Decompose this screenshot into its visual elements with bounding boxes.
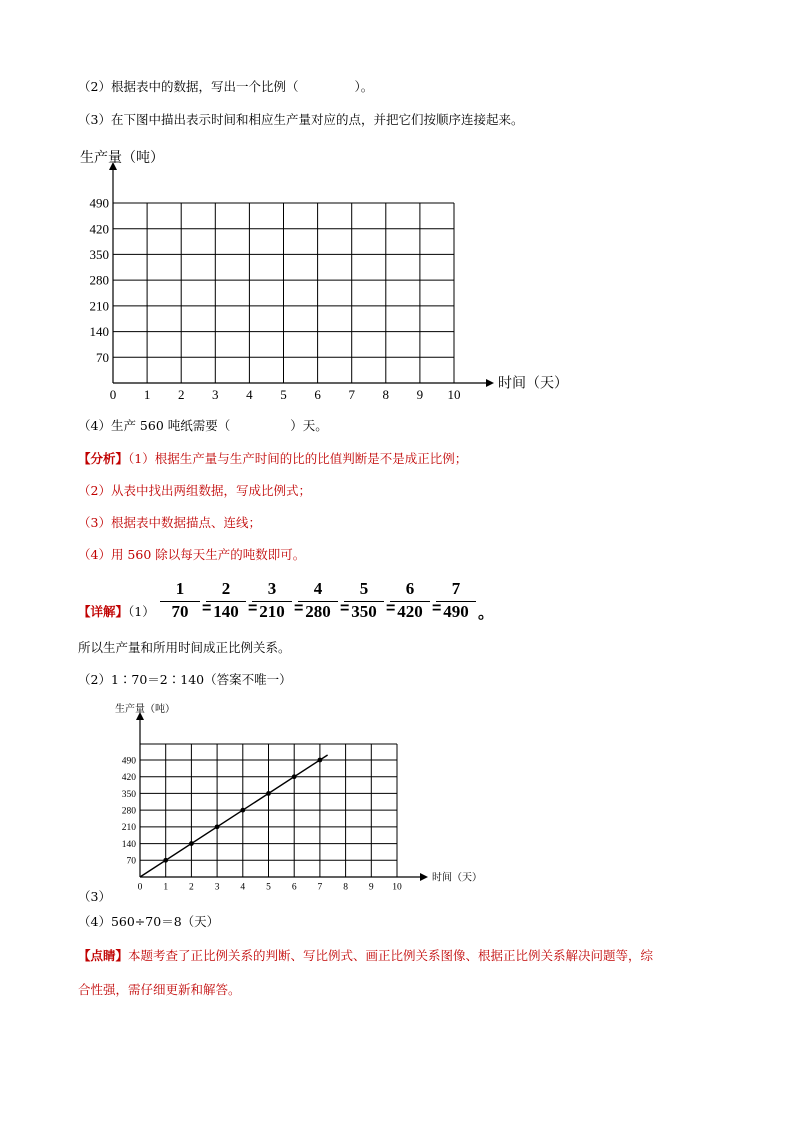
fraction-numerator: 5 [359, 579, 369, 598]
y-tick-label: 420 [121, 773, 136, 784]
x-axis-arrow [420, 873, 428, 881]
x-tick-label: 1 [163, 882, 169, 893]
detail-prefix [78, 604, 155, 620]
fraction-denominator: 350 [344, 601, 384, 622]
x-tick-label: 7 [348, 387, 355, 400]
data-point [318, 758, 323, 763]
x-tick-label: 8 [343, 882, 348, 893]
comment-text-1: 本题考查了正比例关系的判断、写比例式、画正比例关系图像、根据正比例关系解决问题等，综 [128, 948, 654, 963]
x-tick-label: 0 [137, 882, 143, 893]
detail-answer-3: （3） [78, 889, 111, 904]
fraction-numerator: 6 [405, 579, 415, 598]
comment-tag: 【点睛】 [78, 948, 129, 963]
y-tick-label: 350 [89, 246, 109, 262]
detail-part1: （1） [128, 604, 155, 619]
fraction-denominator: 140 [206, 601, 246, 622]
y-tick-label: 140 [89, 324, 109, 340]
x-tick-label: 5 [280, 387, 287, 400]
x-tick-label: 8 [382, 387, 390, 400]
fraction-denominator: 490 [436, 601, 476, 622]
detail-answer-4: （4）560÷70＝8（天） [78, 914, 220, 929]
equals-sign: = [202, 600, 212, 617]
data-point [266, 791, 271, 796]
y-tick-label: 420 [89, 221, 109, 237]
fraction-denominator: 70 [160, 601, 200, 622]
fraction-numerator: 3 [267, 579, 277, 598]
analysis-line-2: （2）从表中找出两组数据，写成比例式； [78, 483, 311, 498]
y-tick-label: 210 [89, 298, 109, 314]
x-tick-label: 9 [368, 882, 374, 893]
x-tick-label: 7 [317, 882, 323, 893]
y-tick-label: 210 [121, 823, 136, 834]
x-tick-label: 3 [212, 387, 219, 400]
fraction [206, 579, 246, 622]
x-tick-label: 2 [189, 882, 194, 893]
fraction-numerator: 1 [175, 579, 185, 598]
x-axis-title: 时间（天） [498, 376, 568, 392]
analysis-line-4: （4）用 560 除以每天生产的吨数即可。 [78, 547, 306, 562]
fraction [390, 579, 430, 622]
detail-answer-2: （2）1∶70＝2∶140（答案不唯一） [78, 672, 292, 687]
comment-line-1 [78, 948, 653, 964]
y-axis-title: 生产量（吨） [80, 151, 164, 166]
x-axis-arrow [486, 379, 494, 387]
y-tick-label: 490 [121, 756, 136, 767]
y-axis-title: 生产量（吨） [115, 704, 175, 715]
fraction [298, 579, 338, 622]
x-tick-label: 2 [177, 387, 185, 400]
x-tick-label: 4 [240, 882, 246, 893]
x-tick-label: 0 [109, 387, 117, 400]
fraction [436, 579, 476, 622]
y-tick-label: 280 [121, 806, 136, 817]
detail-tag: 【详解】 [78, 604, 129, 619]
equals-sign: = [248, 600, 258, 617]
data-point [215, 824, 220, 829]
x-tick-label: 3 [214, 882, 220, 893]
question-4-close: ）天。 [290, 418, 328, 433]
fraction [252, 579, 292, 622]
question-2-close: ）。 [354, 79, 374, 94]
x-tick-label: 9 [416, 387, 424, 400]
equals-sign: = [294, 600, 304, 617]
x-tick-label: 5 [266, 882, 271, 893]
analysis-tag: 【分析】 [78, 451, 129, 466]
data-point [189, 841, 194, 846]
fraction-numerator: 7 [451, 579, 461, 598]
x-tick-label: 4 [246, 387, 253, 400]
question-3: （3）在下图中描出表示时间和相应生产量对应的点，并把它们按顺序连接起来。 [78, 112, 524, 127]
question-4 [78, 418, 328, 434]
data-point [292, 774, 297, 779]
x-tick-label: 6 [314, 387, 321, 400]
y-tick-label: 280 [89, 272, 109, 288]
analysis-line-3: （3）根据表中数据描点、连线； [78, 515, 261, 530]
series-line [140, 755, 328, 877]
equals-sign: = [386, 600, 396, 617]
y-tick-label: 140 [121, 839, 136, 850]
fraction-denominator: 280 [298, 601, 338, 622]
question-4-text: （4）生产 560 吨纸需要（ [78, 418, 231, 433]
data-point [163, 858, 168, 863]
question-2-text: （2）根据表中的数据，写出一个比例（ [78, 79, 299, 94]
x-tick-label: 1 [143, 387, 151, 400]
analysis-line-1 [78, 451, 467, 467]
y-tick-label: 70 [96, 349, 109, 365]
y-tick-label: 350 [121, 789, 136, 800]
analysis-text-1: （1）根据生产量与生产时间的比的比值判断是不是成正比例； [128, 451, 468, 466]
fraction-numerator: 4 [313, 579, 323, 598]
fraction-denominator: 420 [390, 601, 430, 622]
x-tick-label: 10 [392, 882, 402, 893]
fraction [344, 579, 384, 622]
y-tick-label: 70 [126, 856, 136, 867]
equals-sign: = [432, 600, 442, 617]
question-2 [78, 79, 373, 95]
fraction [160, 579, 200, 622]
end-mark: 。 [478, 605, 495, 622]
data-point [240, 808, 245, 813]
comment-line-2: 合性强，需仔细更新和解答。 [78, 982, 241, 997]
equals-sign: = [340, 600, 350, 617]
x-axis-title: 时间（天） [432, 872, 482, 884]
x-tick-label: 10 [447, 387, 461, 400]
fraction-denominator: 210 [252, 601, 292, 622]
detail-conclusion: 所以生产量和所用时间成正比例关系。 [78, 640, 291, 655]
answer-line-chart [0, 698, 520, 893]
fraction-numerator: 2 [221, 579, 231, 598]
x-tick-label: 6 [291, 882, 297, 893]
empty-grid-chart [0, 140, 600, 400]
y-tick-label: 490 [89, 195, 109, 211]
